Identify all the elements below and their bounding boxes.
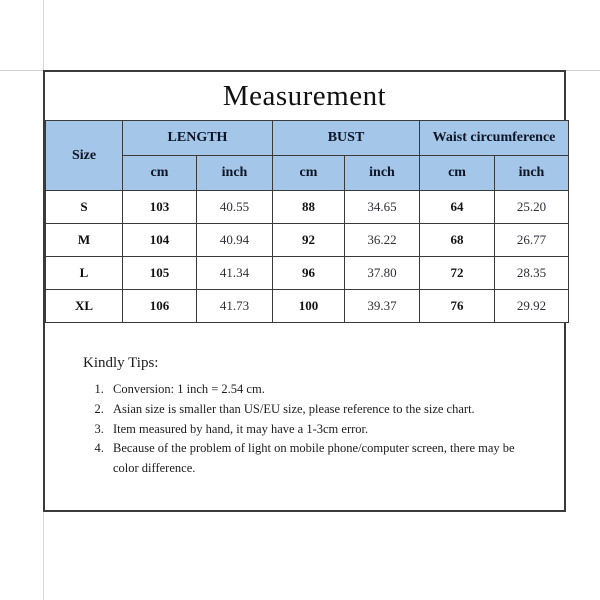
waist-inch: 29.92 <box>495 290 569 323</box>
size-chart-sheet <box>43 70 566 512</box>
table-row-xl <box>46 290 569 323</box>
length-inch: 40.94 <box>197 224 273 257</box>
unit-header-waist-inch: inch <box>495 156 569 191</box>
size-label: L <box>46 257 123 290</box>
column-header-size: Size <box>46 121 123 191</box>
size-label: XL <box>46 290 123 323</box>
bust-cm: 88 <box>273 191 345 224</box>
waist-inch: 25.20 <box>495 191 569 224</box>
column-header-bust: BUST <box>273 121 420 156</box>
waist-cm: 76 <box>420 290 495 323</box>
length-inch: 41.34 <box>197 257 273 290</box>
bust-cm: 96 <box>273 257 345 290</box>
bust-inch: 39.37 <box>345 290 420 323</box>
length-inch: 41.73 <box>197 290 273 323</box>
tip-item: 2. Asian size is smaller than US/EU size, please reference to the size chart. <box>107 400 520 420</box>
unit-header-bust-cm: cm <box>273 156 345 191</box>
bust-cm: 92 <box>273 224 345 257</box>
unit-header-bust-inch: inch <box>345 156 420 191</box>
waist-inch: 26.77 <box>495 224 569 257</box>
page-title: Measurement <box>222 80 387 112</box>
tip-item: 1. Conversion: 1 inch = 2.54 cm. <box>107 380 520 400</box>
kindly-tips-section <box>45 323 564 479</box>
length-cm: 105 <box>123 257 197 290</box>
size-label: S <box>46 191 123 224</box>
tips-list <box>83 380 520 479</box>
length-cm: 103 <box>123 191 197 224</box>
measurement-table <box>45 120 569 323</box>
table-header-units <box>46 156 569 191</box>
unit-header-length-inch: inch <box>197 156 273 191</box>
size-label: M <box>46 224 123 257</box>
tip-item: 3. Item measured by hand, it may have a 1-3cm error. <box>107 420 520 440</box>
bust-inch: 37.80 <box>345 257 420 290</box>
tips-heading: Kindly Tips: <box>83 355 159 371</box>
waist-cm: 72 <box>420 257 495 290</box>
waist-cm: 68 <box>420 224 495 257</box>
bust-cm: 100 <box>273 290 345 323</box>
unit-header-waist-cm: cm <box>420 156 495 191</box>
length-inch: 40.55 <box>197 191 273 224</box>
bust-inch: 34.65 <box>345 191 420 224</box>
table-row-l <box>46 257 569 290</box>
table-row-m <box>46 224 569 257</box>
column-header-length: LENGTH <box>123 121 273 156</box>
length-cm: 106 <box>123 290 197 323</box>
length-cm: 104 <box>123 224 197 257</box>
table-row-s <box>46 191 569 224</box>
bust-inch: 36.22 <box>345 224 420 257</box>
waist-inch: 28.35 <box>495 257 569 290</box>
unit-header-length-cm: cm <box>123 156 197 191</box>
table-header-groups <box>46 121 569 156</box>
column-header-waist: Waist circumference <box>420 121 569 156</box>
tip-item: 4. Because of the problem of light on mobile phone/computer screen, there may be color difference. <box>107 439 520 479</box>
waist-cm: 64 <box>420 191 495 224</box>
